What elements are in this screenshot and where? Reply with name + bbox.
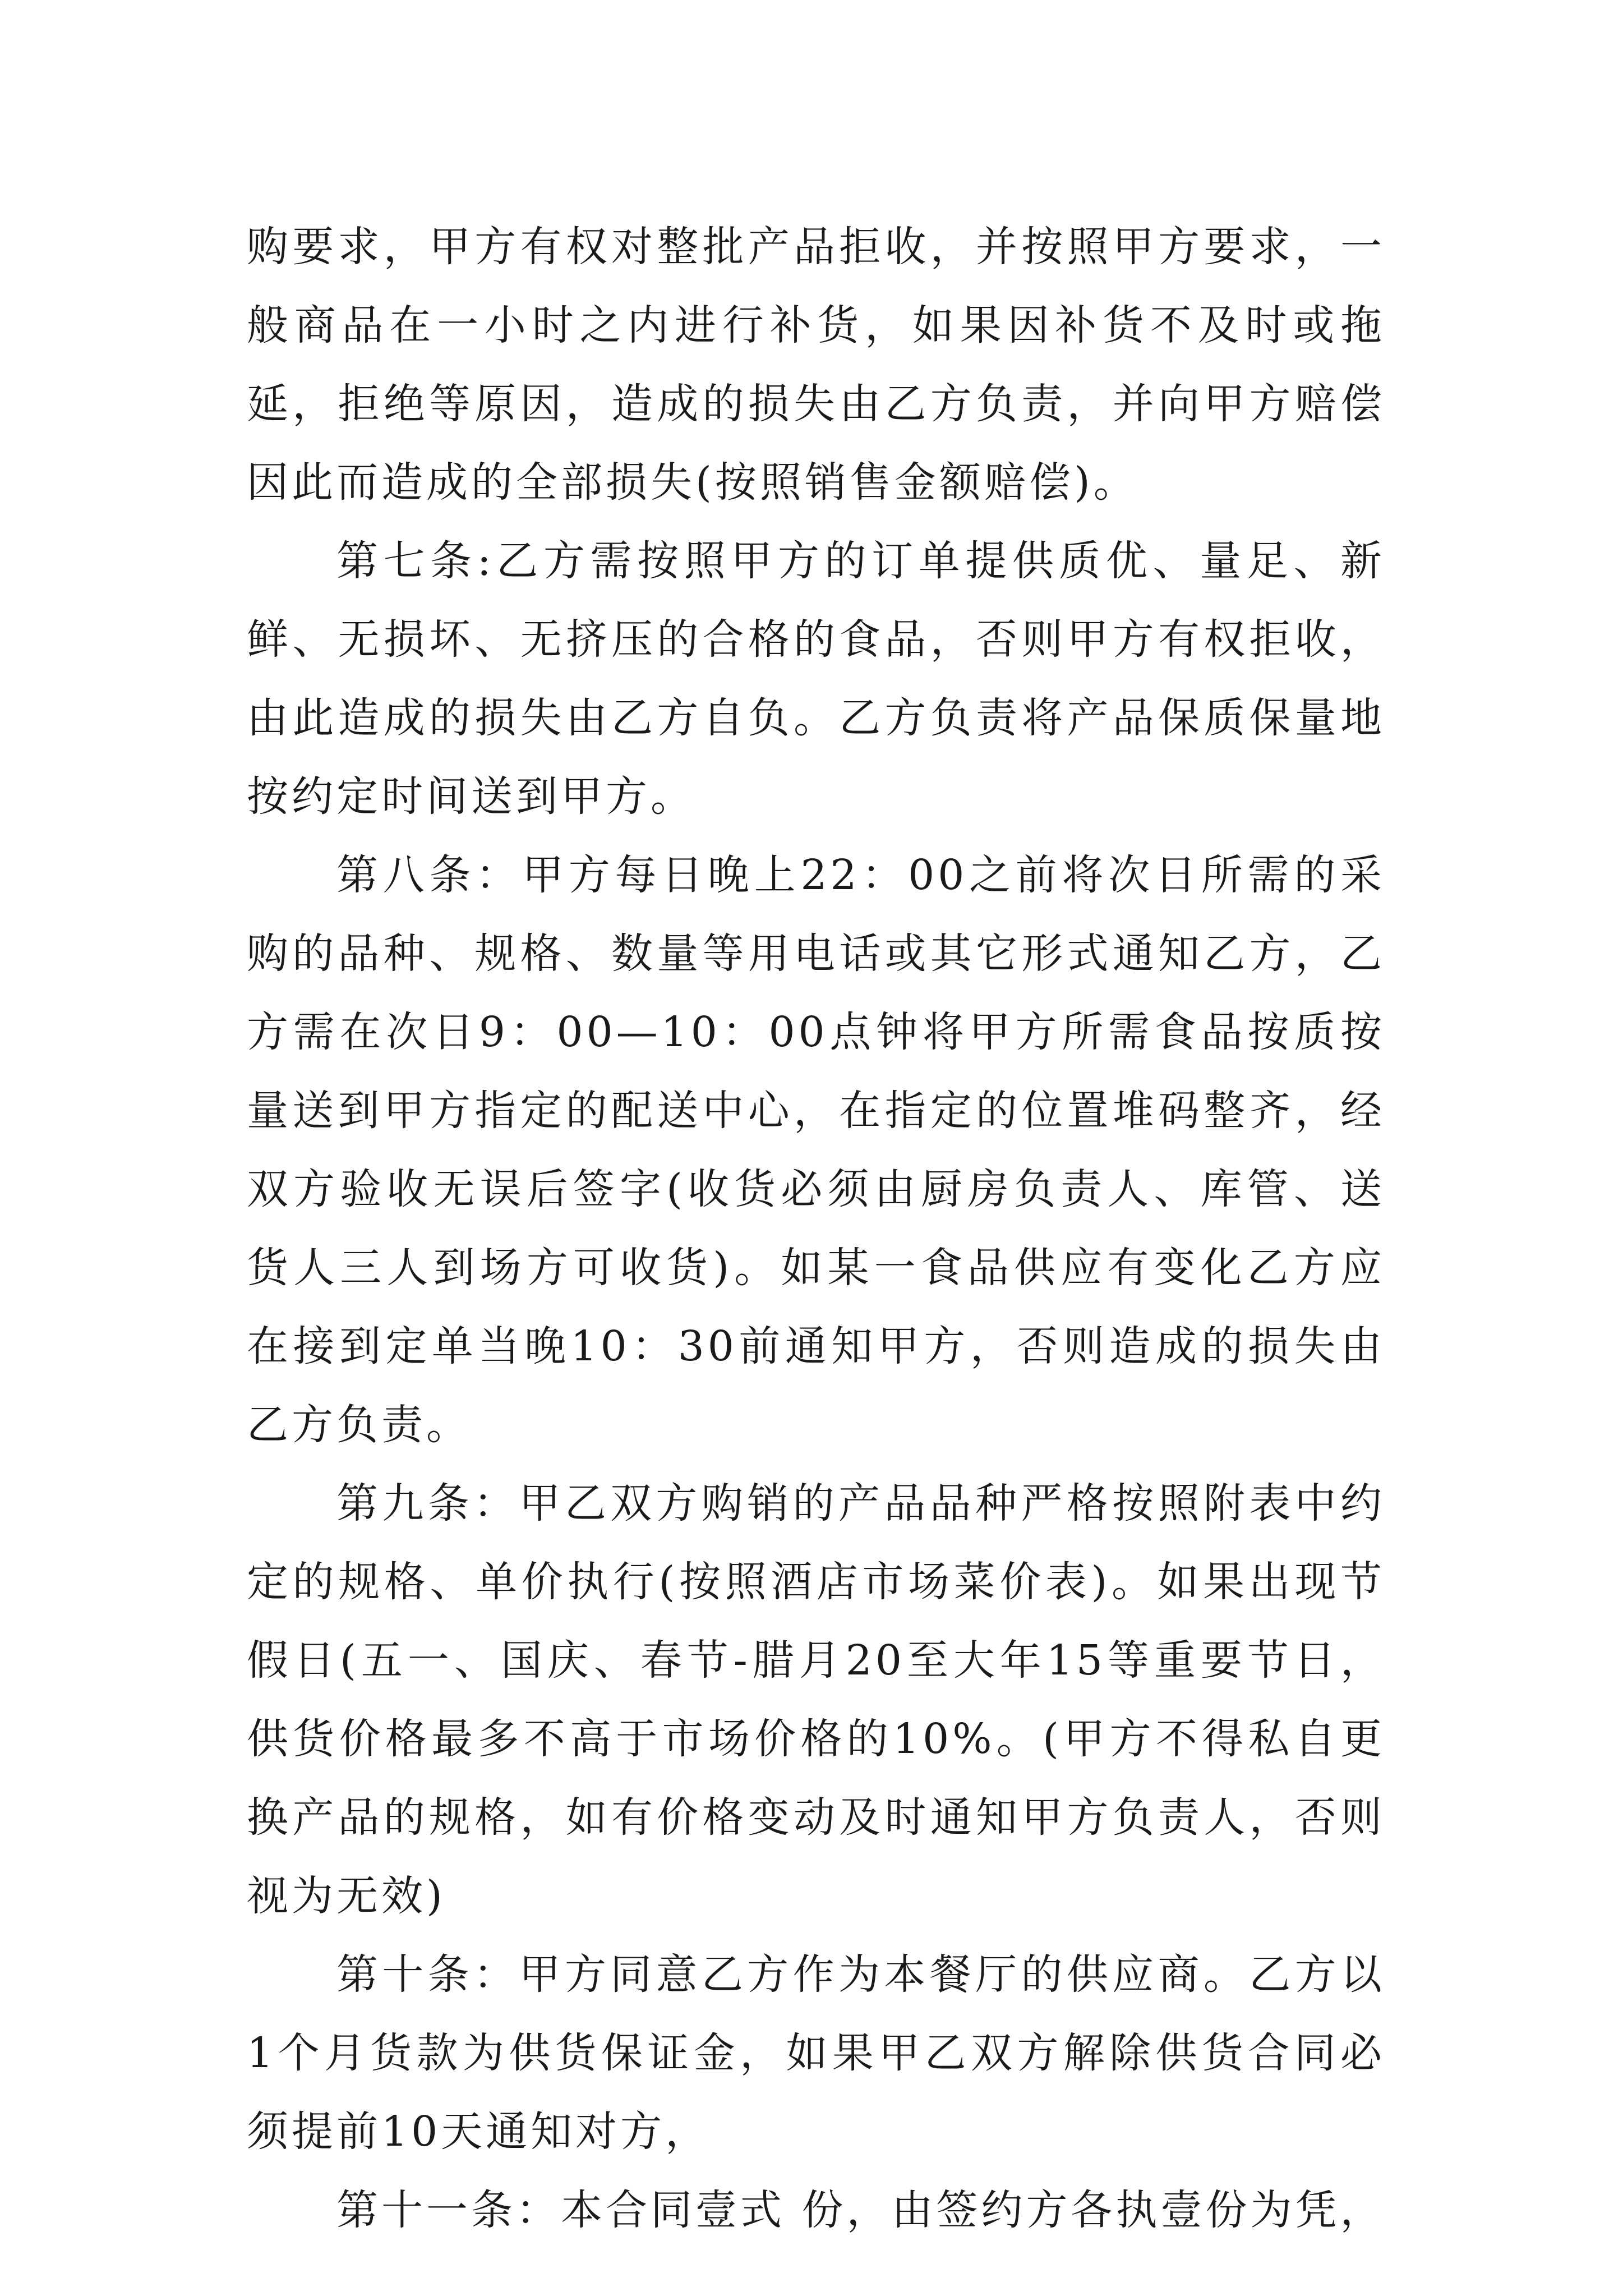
paragraph-article-10: 第十条：甲方同意乙方作为本餐厅的供应商。乙方以1个月货款为供货保证金，如果甲乙双方解除供货合同必须提前10天通知对方， — [247, 1950, 1385, 2156]
paragraph-1: 购要求，甲方有权对整批产品拒收，并按照甲方要求，一般商品在一小时之内进行补货，如果因补货不及时或拖延，拒绝等原因，造成的损失由乙方负责，并向甲方赔偿因此而造成的全部损失(按照销售金额赔偿)。 — [247, 223, 1385, 507]
paragraph-article-8: 第八条：甲方每日晚上22：00之前将次日所需的采购的品种、规格、数量等用电话或其它形式通知乙方，乙方需在次日9：00—10：00点钟将甲方所需食品按质按量送到甲方指定的配送中心，在指定的位置堆码整齐，经双方验收无误后签字(收货必须由厨房负责人、库管、送货人三人到场方可收货)。如某一食品供应有变化乙方应在接到定单当晚10：30前通知甲方，否则造成的损失由乙方负责。 — [247, 851, 1385, 1449]
document-body — [247, 208, 1385, 2249]
paragraph-article-9: 第九条：甲乙双方购销的产品品种严格按照附表中约定的规格、单价执行(按照酒店市场菜价表)。如果出现节假日(五一、国庆、春节-腊月20至大年15等重要节日，供货价格最多不高于市场价格的10%。(甲方不得私自更换产品的规格，如有价格变动及时通知甲方负责人，否则视为无效) — [247, 1479, 1385, 1920]
paragraph-article-11: 第十一条：本合同壹式 份，由签约方各执壹份为凭， — [336, 2186, 1385, 2234]
paragraph-article-7: 第七条:乙方需按照甲方的订单提供质优、量足、新鲜、无损坏、无挤压的合格的食品，否则甲方有权拒收，由此造成的损失由乙方自负。乙方负责将产品保质保量地按约定时间送到甲方。 — [247, 537, 1385, 821]
